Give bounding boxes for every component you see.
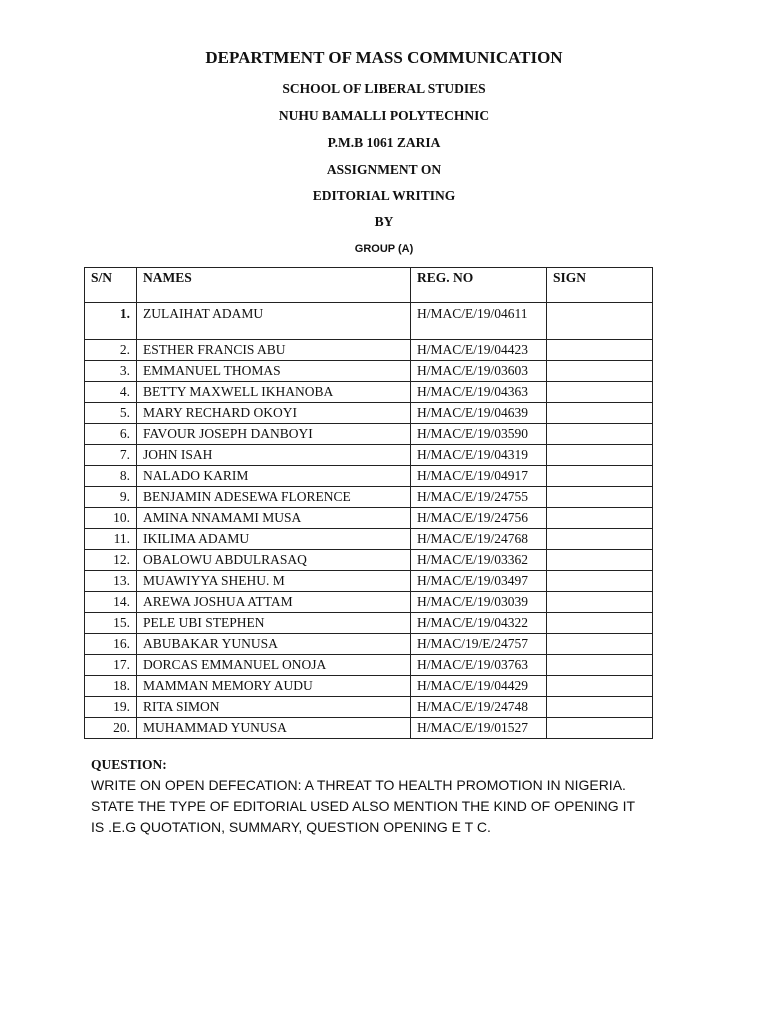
question-text <box>91 775 691 838</box>
header-sn: S/N <box>85 268 137 303</box>
cell-name: BETTY MAXWELL IKHANOBA <box>137 382 411 403</box>
cell-sign <box>547 303 653 340</box>
cell-name: AMINA NNAMAMI MUSA <box>137 508 411 529</box>
cell-reg-no: H/MAC/E/19/04639 <box>411 403 547 424</box>
cell-name: DORCAS EMMANUEL ONOJA <box>137 655 411 676</box>
cell-name: PELE UBI STEPHEN <box>137 613 411 634</box>
cell-sn: 12. <box>85 550 137 571</box>
cell-sign <box>547 529 653 550</box>
table-row <box>85 466 653 487</box>
cell-sign <box>547 613 653 634</box>
table-row <box>85 361 653 382</box>
cell-reg-no: H/MAC/E/19/04429 <box>411 676 547 697</box>
cell-sign <box>547 697 653 718</box>
cell-sign <box>547 634 653 655</box>
table-row <box>85 613 653 634</box>
cell-name: BENJAMIN ADESEWA FLORENCE <box>137 487 411 508</box>
cell-reg-no: H/MAC/E/19/04917 <box>411 466 547 487</box>
assignment-subject: EDITORIAL WRITING <box>312 188 456 203</box>
cell-sn: 14. <box>85 592 137 613</box>
cell-sn: 15. <box>85 613 137 634</box>
cell-reg-no: H/MAC/E/19/03603 <box>411 361 547 382</box>
cell-sn: 16. <box>85 634 137 655</box>
table-row <box>85 592 653 613</box>
cell-reg-no: H/MAC/E/19/04322 <box>411 613 547 634</box>
cell-reg-no: H/MAC/E/19/24768 <box>411 529 547 550</box>
group-label: GROUP (A) <box>354 243 414 255</box>
cell-name: RITA SIMON <box>137 697 411 718</box>
table-row <box>85 571 653 592</box>
cell-reg-no: H/MAC/E/19/04423 <box>411 340 547 361</box>
cell-name: MARY RECHARD OKOYI <box>137 403 411 424</box>
cell-reg-no: H/MAC/E/19/24756 <box>411 508 547 529</box>
cell-sn: 20. <box>85 718 137 739</box>
cell-reg-no: H/MAC/E/19/03590 <box>411 424 547 445</box>
cell-name: FAVOUR JOSEPH DANBOYI <box>137 424 411 445</box>
cell-name: ZULAIHAT ADAMU <box>137 303 411 340</box>
cell-sn: 18. <box>85 676 137 697</box>
cell-sn: 7. <box>85 445 137 466</box>
student-table <box>84 267 653 739</box>
table-row <box>85 529 653 550</box>
cell-sign <box>547 676 653 697</box>
table-row <box>85 403 653 424</box>
cell-name: NALADO KARIM <box>137 466 411 487</box>
cell-sign <box>547 424 653 445</box>
cell-sn: 4. <box>85 382 137 403</box>
cell-reg-no: H/MAC/E/19/04319 <box>411 445 547 466</box>
table-row <box>85 697 653 718</box>
header-names: NAMES <box>137 268 411 303</box>
document-title: DEPARTMENT OF MASS COMMUNICATION <box>205 48 563 67</box>
table-row <box>85 718 653 739</box>
table-row <box>85 550 653 571</box>
cell-name: MUHAMMAD YUNUSA <box>137 718 411 739</box>
table-row <box>85 676 653 697</box>
cell-sign <box>547 382 653 403</box>
cell-reg-no: H/MAC/E/19/03497 <box>411 571 547 592</box>
cell-reg-no: H/MAC/E/19/03763 <box>411 655 547 676</box>
cell-sign <box>547 550 653 571</box>
question-line: STATE THE TYPE OF EDITORIAL USED ALSO MENTION THE KIND OF OPENING IT <box>91 798 636 814</box>
question-line: WRITE ON OPEN DEFECATION: A THREAT TO HEALTH PROMOTION IN NIGERIA. <box>91 777 626 793</box>
cell-sn: 10. <box>85 508 137 529</box>
cell-name: MAMMAN MEMORY AUDU <box>137 676 411 697</box>
cell-sign <box>547 340 653 361</box>
cell-name: ESTHER FRANCIS ABU <box>137 340 411 361</box>
cell-sn: 2. <box>85 340 137 361</box>
table-row <box>85 634 653 655</box>
cell-sign <box>547 508 653 529</box>
cell-reg-no: H/MAC/E/19/24748 <box>411 697 547 718</box>
cell-sn: 17. <box>85 655 137 676</box>
cell-sign <box>547 571 653 592</box>
cell-reg-no: H/MAC/E/19/04363 <box>411 382 547 403</box>
cell-reg-no: H/MAC/E/19/24755 <box>411 487 547 508</box>
cell-name: IKILIMA ADAMU <box>137 529 411 550</box>
cell-name: JOHN ISAH <box>137 445 411 466</box>
table-row <box>85 445 653 466</box>
header-sign: SIGN <box>547 268 653 303</box>
cell-name: OBALOWU ABDULRASAQ <box>137 550 411 571</box>
table-row <box>85 508 653 529</box>
cell-reg-no: H/MAC/E/19/04611 <box>411 303 547 340</box>
cell-sign <box>547 718 653 739</box>
cell-name: EMMANUEL THOMAS <box>137 361 411 382</box>
cell-sign <box>547 466 653 487</box>
table-row <box>85 303 653 340</box>
cell-reg-no: H/MAC/19/E/24757 <box>411 634 547 655</box>
cell-sn: 13. <box>85 571 137 592</box>
table-row <box>85 487 653 508</box>
assignment-label: ASSIGNMENT ON <box>326 162 442 177</box>
cell-reg-no: H/MAC/E/19/03362 <box>411 550 547 571</box>
by-label: BY <box>374 214 394 229</box>
table-row <box>85 655 653 676</box>
table-row <box>85 340 653 361</box>
institution-address: P.M.B 1061 ZARIA <box>327 135 441 150</box>
header-reg-no: REG. NO <box>411 268 547 303</box>
table-body <box>85 303 653 739</box>
cell-sn: 6. <box>85 424 137 445</box>
institution-name: NUHU BAMALLI POLYTECHNIC <box>278 108 490 123</box>
cell-sn: 1. <box>85 303 137 340</box>
cell-reg-no: H/MAC/E/19/03039 <box>411 592 547 613</box>
cell-name: AREWA JOSHUA ATTAM <box>137 592 411 613</box>
cell-reg-no: H/MAC/E/19/01527 <box>411 718 547 739</box>
cell-sn: 19. <box>85 697 137 718</box>
cell-name: ABUBAKAR YUNUSA <box>137 634 411 655</box>
cell-sn: 5. <box>85 403 137 424</box>
cell-sign <box>547 592 653 613</box>
school-name: SCHOOL OF LIBERAL STUDIES <box>282 81 486 96</box>
table-row <box>85 382 653 403</box>
table-row <box>85 424 653 445</box>
cell-sn: 8. <box>85 466 137 487</box>
table-header-row <box>85 268 653 303</box>
question-label: QUESTION: <box>91 757 167 772</box>
cell-sn: 9. <box>85 487 137 508</box>
cell-sn: 3. <box>85 361 137 382</box>
question-line: IS .E.G QUOTATION, SUMMARY, QUESTION OPENING E T C. <box>91 819 491 835</box>
cell-sign <box>547 361 653 382</box>
cell-name: MUAWIYYA SHEHU. M <box>137 571 411 592</box>
cell-sign <box>547 403 653 424</box>
cell-sign <box>547 487 653 508</box>
cell-sign <box>547 445 653 466</box>
cell-sign <box>547 655 653 676</box>
cell-sn: 11. <box>85 529 137 550</box>
